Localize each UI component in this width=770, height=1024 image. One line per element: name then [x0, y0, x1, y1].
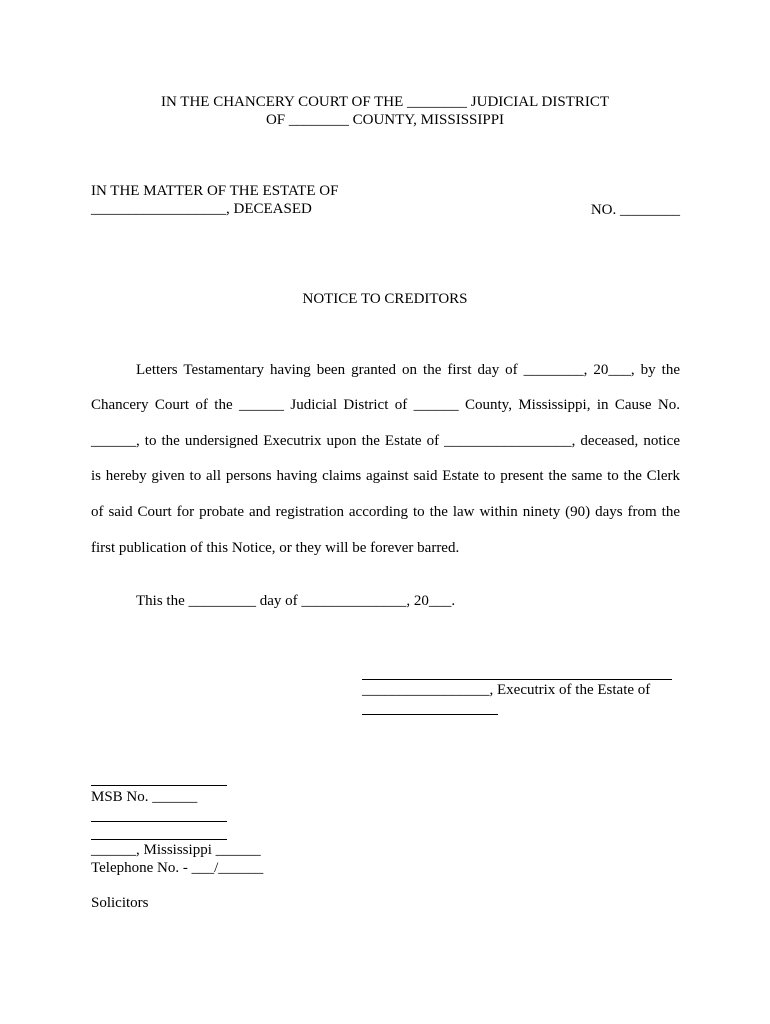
- case-number: NO. ________: [590, 202, 680, 218]
- body-line-4: is hereby given to all persons having claims against said Estate to present the same to the Clerk: [91, 468, 680, 484]
- solicitor-name-rule: [91, 785, 227, 786]
- address-rule-1: [91, 821, 227, 822]
- city-line: ______, Mississippi ______: [91, 842, 261, 858]
- body-line-6: first publication of this Notice, or they will be forever barred.: [91, 540, 460, 556]
- court-caption-line-1: IN THE CHANCERY COURT OF THE ________ JUDICIAL DISTRICT: [160, 94, 609, 110]
- msb-number: MSB No. ______: [91, 789, 198, 805]
- telephone-line: Telephone No. - ___/______: [91, 860, 264, 876]
- notice-title: NOTICE TO CREDITORS: [302, 291, 468, 307]
- body-line-3: ______, to the undersigned Executrix upon the Estate of _________________, deceased, notice: [91, 433, 680, 449]
- signature-rule: [362, 679, 672, 680]
- estate-matter-line-2: __________________, DECEASED: [91, 201, 312, 217]
- estate-name-rule: [362, 714, 498, 715]
- body-line-1: Letters Testamentary having been granted on the first day of ________, 20___, by the: [136, 362, 680, 378]
- court-caption-line-2: OF ________ COUNTY, MISSISSIPPI: [265, 112, 505, 128]
- body-line-5: of said Court for probate and registration according to the law within ninety (90) days from the: [91, 504, 680, 520]
- estate-matter-line-1: IN THE MATTER OF THE ESTATE OF: [91, 183, 339, 199]
- executrix-line: _________________, Executrix of the Estate of: [362, 682, 651, 698]
- date-line: This the _________ day of ______________, 20___.: [136, 593, 456, 609]
- address-rule-2: [91, 839, 227, 840]
- body-line-2: Chancery Court of the ______ Judicial District of ______ County, Mississippi, in Cause No.: [91, 397, 680, 413]
- solicitors-label: Solicitors: [91, 895, 149, 911]
